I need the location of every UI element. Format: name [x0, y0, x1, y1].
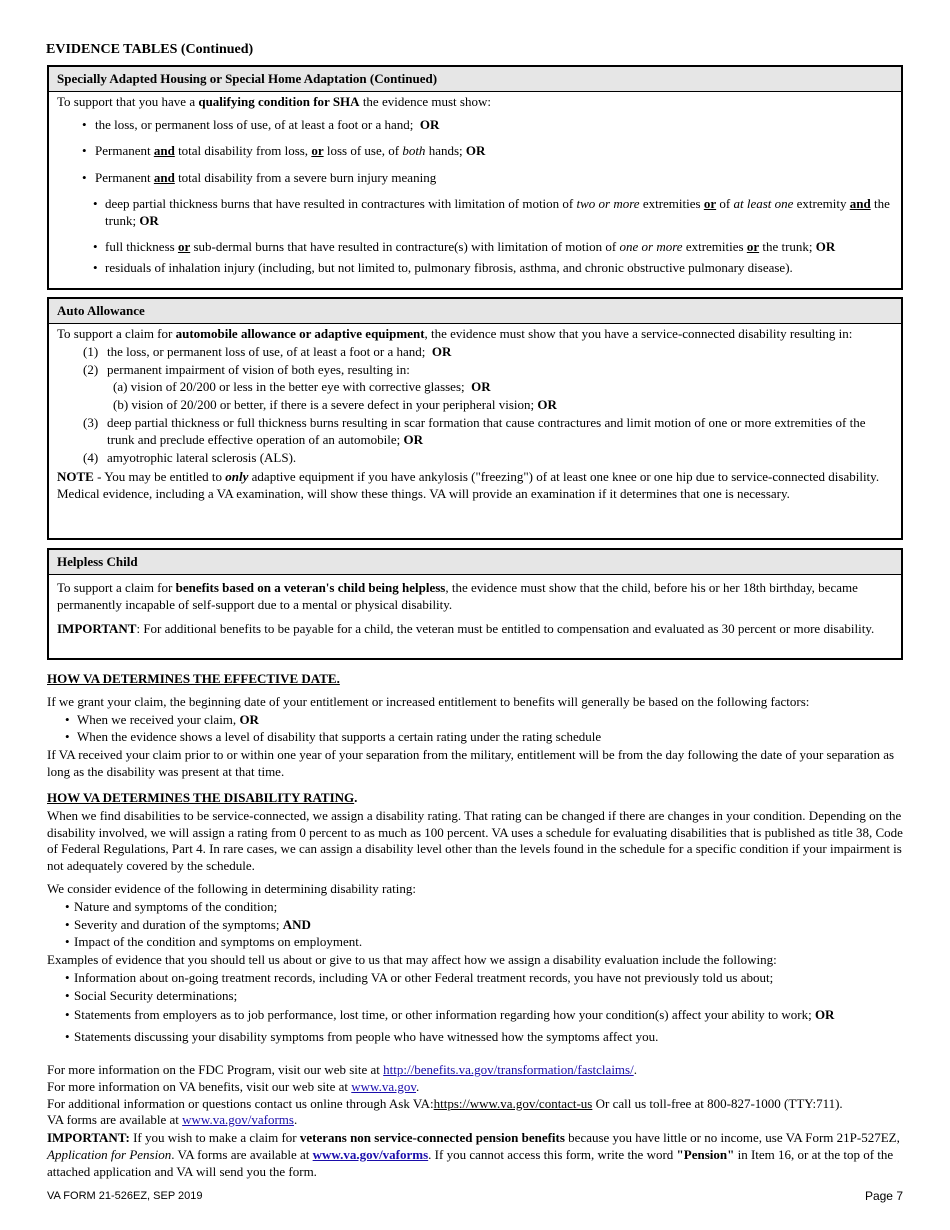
footer-form-id: VA FORM 21-526EZ, SEP 2019 — [47, 1190, 203, 1202]
info-important: IMPORTANT: If you wish to make a claim for veterans non service-connected pension benefits because you have little or no income, use VA Form 21P-527EZ, Application for Pension. VA forms are available at www.va.gov/vaforms. If you cannot access this form, write the word "Pension" in Item 16, or at the top of the attached application and VA will send you the form. — [47, 1130, 900, 1179]
auto-header: Auto Allowance — [49, 299, 901, 324]
auto-item-2b: (b) vision of 20/200 or better, if there is a severe defect in your peripheral vision; OR — [113, 397, 557, 413]
rating-example-1: • Information about on-going treatment records, including VA or other Federal treatment records, you have not previously told us about; — [47, 970, 909, 987]
page-title: EVIDENCE TABLES (Continued) — [46, 42, 254, 57]
auto-intro: To support a claim for automobile allowance or adaptive equipment, the evidence must show that you have a service-connected disability resulting in: — [57, 326, 853, 341]
rating-consider-2: • Severity and duration of the symptoms; AND — [47, 917, 909, 934]
rating-consider-3: • Impact of the condition and symptoms on employment. — [47, 934, 909, 951]
rating-consider-1: • Nature and symptoms of the condition; — [47, 899, 909, 916]
effective-p2: If VA received your claim prior to or within one year of your separation from the military, entitlement will be from the day following the date of your separation as long as the disability was present at that time. — [47, 747, 895, 779]
auto-item-1: (1) the loss, or permanent loss of use, of at least a foot or a hand; OR — [83, 343, 452, 359]
helpless-p1: To support a claim for benefits based on a veteran's child being helpless, the evidence must show that the child, before his or her 18th birthday, became permanently incapable of self-support due to a mental or physical disability. — [57, 580, 858, 612]
rating-p2: We consider evidence of the following in determining disability rating: — [47, 880, 416, 896]
helpless-header: Helpless Child — [49, 550, 901, 575]
effective-bullet-1: • When we received your claim, OR — [47, 712, 907, 729]
sha-sub-bullet-1: • deep partial thickness burns that have resulted in contractures with limitation of motion of two or more extremities or of at least one extremity and the trunk; OR — [57, 196, 893, 230]
fdc-link[interactable]: http://benefits.va.gov/transformation/fastclaims/ — [383, 1062, 634, 1077]
sha-sub-bullet-2: • full thickness or sub-dermal burns that have resulted in contracture(s) with limitation of motion of one or more extremities or the trunk; OR — [57, 239, 893, 256]
info-fdc: For more information on the FDC Program, visit our web site at http://benefits.va.gov/transformation/fastclaims/. — [47, 1062, 637, 1077]
auto-allowance-table — [47, 297, 903, 540]
info-section — [47, 1062, 913, 1181]
sha-bullet-2: • Permanent and total disability from loss, or loss of use, of both hands; OR — [57, 143, 893, 160]
auto-item-2: (2) permanent impairment of vision of both eyes, resulting in: — [83, 361, 410, 377]
sha-bullet-1: • the loss, or permanent loss of use, of at least a foot or a hand; OR — [57, 117, 893, 134]
sha-sub-bullet-3: • residuals of inhalation injury (including, but not limited to, pulmonary fibrosis, asthma, and chronic obstructive pulmonary disease). — [57, 260, 893, 277]
info-forms: VA forms are available at www.va.gov/vaforms. — [47, 1112, 298, 1128]
effective-heading: HOW VA DETERMINES THE EFFECTIVE DATE. — [47, 671, 340, 686]
auto-item-4: (4) amyotrophic lateral sclerosis (ALS). — [83, 449, 297, 465]
sha-header: Specially Adapted Housing or Special Home Adaptation (Continued) — [49, 67, 901, 92]
sha-bullet-3: • Permanent and total disability from a severe burn injury meaning — [57, 170, 893, 187]
effective-bullet-2: • When the evidence shows a level of disability that supports a certain rating under the rating schedule — [47, 729, 907, 746]
rating-p1: When we find disabilities to be service-connected, we assign a disability rating. That rating can be changed if there are changes in your condition. Depending on the disability involved, we will assign a rating from 0 percent to as much as 100 percent. VA uses a schedule for evaluating disabilities that is published as title 38, Code of Federal Regulations, Part 4. In rare cases, we can assign a disability level other than the levels found in the schedule for a specific condition if your impairment is not adequately covered by the schedule. — [47, 807, 903, 874]
sha-intro: To support that you have a qualifying condition for SHA the evidence must show: — [57, 94, 491, 109]
contact-us-link[interactable]: https://www.va.gov/contact-us — [433, 1095, 593, 1111]
sha-table — [47, 65, 903, 290]
info-contact: For additional information or questions contact us online through Ask VA:https://www.va.gov/contact-us Or call us toll-free at 800-827-1000 (TTY:711). — [47, 1095, 843, 1111]
footer-page-number: Page 7 — [864, 1189, 903, 1203]
vaforms-link[interactable]: www.va.gov/vaforms — [182, 1112, 294, 1128]
rating-example-3: • Statements from employers as to job performance, lost time, or other information regarding how your condition(s) affect your ability to work; OR — [47, 1007, 909, 1024]
rating-example-4: • Statements discussing your disability symptoms from people who have witnessed how the symptoms affect you. — [47, 1029, 909, 1046]
vaforms-link-bold[interactable]: www.va.gov/vaforms — [312, 1146, 429, 1162]
rating-example-2: • Social Security determinations; — [47, 988, 909, 1005]
auto-item-2a: (a) vision of 20/200 or less in the better eye with corrective glasses; OR — [113, 379, 491, 395]
rating-section — [47, 790, 909, 1046]
info-benefits: For more information on VA benefits, visit our web site at www.va.gov. — [47, 1078, 420, 1094]
auto-note: NOTE - You may be entitled to only adaptive equipment if you have ankylosis ("freezing") of at least one knee or one hip due to service-connected disability. Medical evidence, including a VA examination, will show these things. VA will provide an examination if it determines that one is necessary. — [57, 469, 880, 502]
helpless-child-table — [47, 548, 903, 660]
rating-p3: Examples of evidence that you should tell us about or give to us that may affect how we assign a disability evaluation include the following: — [47, 952, 777, 968]
rating-heading: HOW VA DETERMINES THE DISABILITY RATING. — [47, 790, 358, 805]
effective-intro: If we grant your claim, the beginning date of your entitlement or increased entitlement to benefits will generally be based on the following factors: — [47, 693, 810, 709]
va-gov-link[interactable]: www.va.gov — [351, 1078, 417, 1094]
helpless-important: IMPORTANT: For additional benefits to be payable for a child, the veteran must be entitled to compensation and evaluated as 30 percent or more disability. — [57, 620, 875, 636]
effective-date-section — [47, 671, 907, 781]
auto-item-3: (3) deep partial thickness or full thickness burns resulting in scar formation that cause contractures and limit motion of one or more extremities of the trunk and preclude effective operation of an automobile; OR — [83, 414, 866, 447]
